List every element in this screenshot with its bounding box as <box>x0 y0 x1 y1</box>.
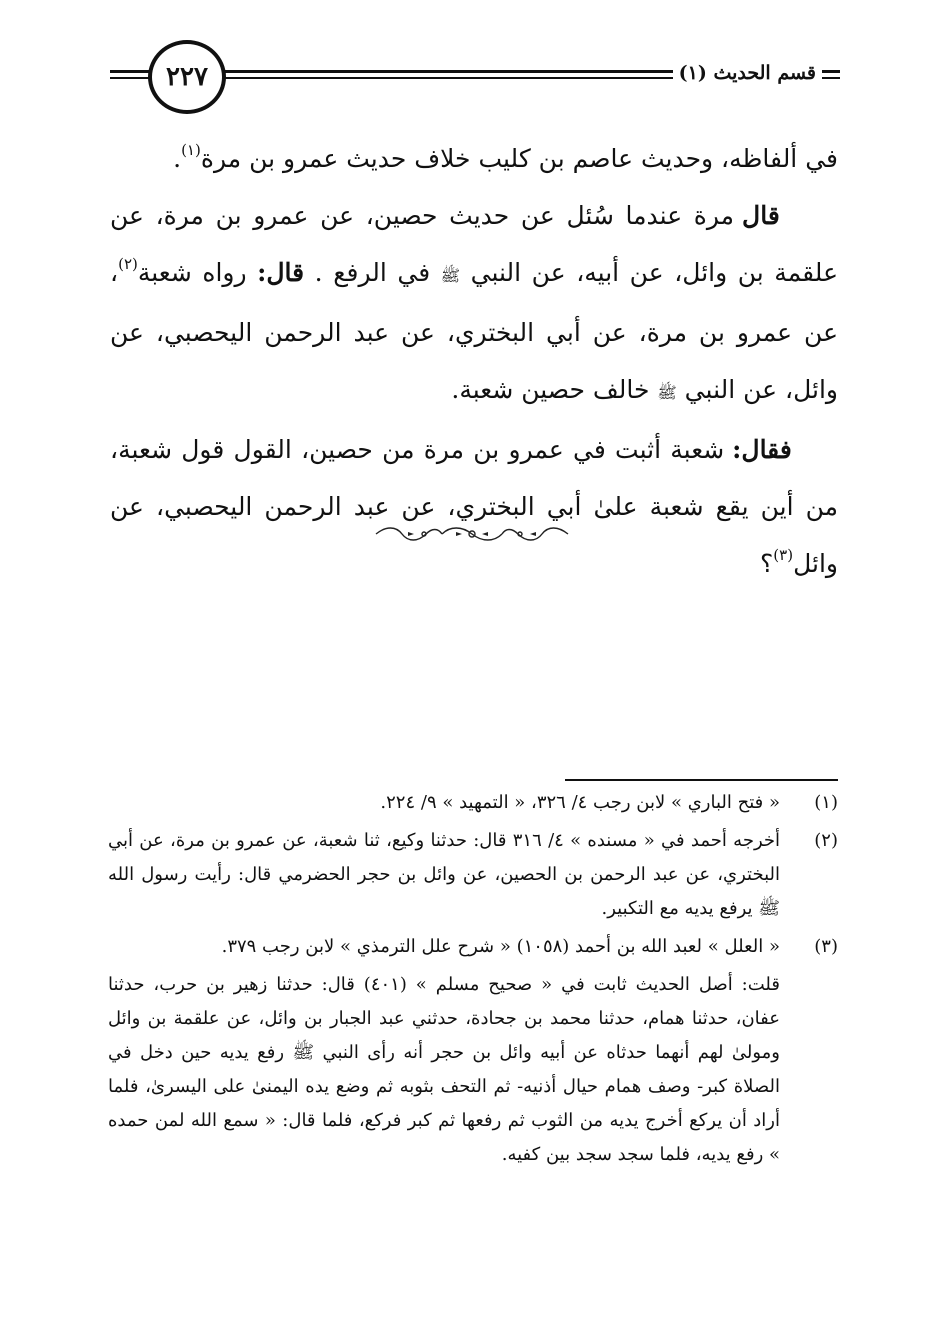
page-number: ٢٢٧ <box>148 40 226 114</box>
paragraph-3-a: شعبة أثبت في عمرو بن مرة من حصين، القول قول شعبة، من أين يقع شعبة علىٰ أبي البختري، عن عبد الرحمن اليحصبي، عن وائل <box>110 435 838 578</box>
paragraph-2-a: مرة عندما سُئل عن حديث حصين، عن عمرو بن مرة، عن علقمة بن وائل، عن أبيه، عن النبي <box>110 201 838 287</box>
paragraph-2 <box>110 187 838 421</box>
footnote-3 <box>108 930 838 1172</box>
paragraph-3 <box>110 421 838 592</box>
footnotes <box>108 786 838 1176</box>
footnote-number: (٢) <box>814 830 838 851</box>
paragraph-3-lead: فقال: <box>732 435 792 464</box>
salla-icon-2: ﷺ <box>657 383 677 402</box>
paragraph-2-lead: قال <box>742 201 780 230</box>
footnote-ref-2: (٢) <box>118 255 138 273</box>
chapter-title: قسم الحديث (١) <box>673 62 822 84</box>
paragraph-2-b: في الرفع . <box>304 258 441 287</box>
footnote-ref-1: (١) <box>181 141 201 159</box>
footnote-2 <box>108 824 838 926</box>
paragraph-1-end: . <box>173 144 182 173</box>
footnote-ref-3: (٣) <box>773 546 794 564</box>
paragraph-2-lead-2: قال: <box>257 258 305 287</box>
salla-icon: ﷺ <box>440 266 461 285</box>
footnote-1 <box>108 786 838 820</box>
paragraph-2-c: رواه شعبة <box>137 258 258 287</box>
footnote-continuation: قلت: أصل الحديث ثابت في « صحيح مسلم » (٤٠١) قال: حدثنا زهير بن حرب، حدثنا عفان، حدثنا همام، حدثنا محمد بن جحادة، حدثني عبد الجبار بن وائل، عن علقمة بن وائل ومولىٰ لهم أنهما حدثاه عن أبيه وائل بن حجر أنه رأى النبي ﷺ رفع يديه حين دخل في الصلاة كبر- وصف همام حيال أذنيه- ثم التحف بثوبه ثم وضع يده اليمنىٰ على اليسرىٰ، فلما أراد أن يركع أخرج يديه من الثوب ثم رفعها ثم كبر فركع، فلما قال: « سمع الله لمن حمده » رفع يديه، فلما سجد سجد بين كفيه. <box>108 974 781 1165</box>
footnote-number: (١) <box>814 792 838 813</box>
paragraph-3-end: ؟ <box>760 549 774 578</box>
paragraph-1 <box>110 130 838 187</box>
paragraph-2-e: خالف حصين شعبة. <box>451 375 658 404</box>
floral-divider-icon <box>372 522 572 546</box>
footnote-text: أخرجه أحمد في « مسنده » ٤/ ٣١٦ قال: حدثنا وكيع، ثنا شعبة، عن عمرو بن مرة، عن أبي البختري، عن عبد الرحمن بن الحصين، عن وائل بن حجر الحضرمي قال: رأيت رسول الله ﷺ يرفع يديه مع التكبير. <box>108 830 781 919</box>
footnote-text: « العلل » لعبد الله بن أحمد (١٠٥٨) « شرح علل الترمذي » لابن رجب ٣٧٩. <box>221 936 780 957</box>
page-header <box>110 40 840 120</box>
footnote-text: « فتح الباري » لابن رجب ٤/ ٣٢٦، « التمهيد » ٩/ ٢٢٤. <box>380 792 780 813</box>
paragraph-1-text: في ألفاظه، وحديث عاصم بن كليب خلاف حديث عمرو بن مرة <box>200 144 838 173</box>
paragraph-2-d: ، عن عمرو بن مرة، عن أبي البختري، عن عبد الرحمن اليحصبي، عن وائل، عن النبي <box>110 258 838 404</box>
footnote-number: (٣) <box>814 936 838 957</box>
footnote-separator <box>565 779 838 781</box>
